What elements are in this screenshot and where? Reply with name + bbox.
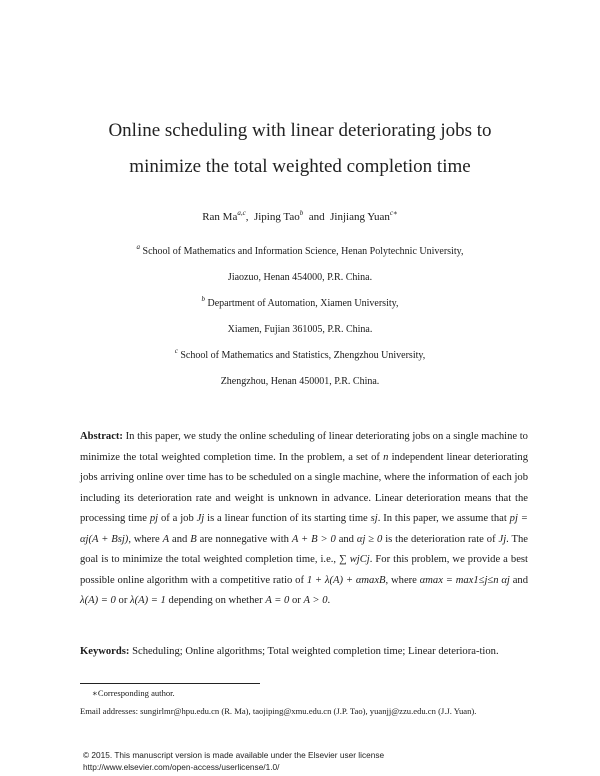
math-inline: Jj [498,533,507,545]
abstract-text: depending on whether [168,595,263,606]
math-inline: λ(A) = 1 [130,595,166,606]
email-addresses: Email addresses: sungirlmr@hpu.edu.cn (R. Ma), taojiping@xmu.edu.cn (J.P. Tao), yuanjj@zzu.edu.cn (J.J. Yuan). [80,706,477,716]
abstract-text: and [512,574,528,586]
abstract-text: are nonnegative with [199,533,289,545]
math-inline: B [190,533,197,545]
abstract-text: or [118,595,128,606]
author-affiliation-mark: c∗ [389,209,398,217]
author-conjunction: and [308,211,325,223]
math-inline: Jj [196,513,205,524]
author-name: Ran Ma [202,211,238,223]
math-inline: αmax = max1≤j≤n αj [419,574,510,586]
affiliation-text: School of Mathematics and Statistics, Zhengzhou University, [180,350,426,361]
affiliation-a-line-2: Jiaozuo, Henan 454000, P.R. China. [227,272,373,283]
abstract-text: is a linear function of its starting time [207,513,368,524]
abstract-text: . In this paper, we assume that [377,513,507,524]
math-inline: pj = αj(A + Bsj) [80,513,528,545]
abstract-text: of a job [160,513,194,524]
keywords-label: Keywords: [80,646,130,657]
abstract-label: Abstract: [80,431,123,442]
abstract-text: and [172,533,188,545]
math-inline: λ(A) = 0 [80,595,116,606]
author-list: Ran Ma$^{a,c}$, Jiping Tao$^b$ and Jinjiang Yuan$^{c∗}$ [202,209,398,223]
abstract-text: In this paper, we study the online scheduling of linear deteriorating jobs on a single machine to minimize the total weighted completion time. In the problem, a set of [80,431,528,463]
math-inline: αj ≥ 0 [356,533,383,545]
corresponding-author-note: ∗Corresponding author. [92,688,175,698]
abstract-text: independent linear deteriorating jobs arriving online over time has to be scheduled on a single machine, where the information of each job including its deterioration rate and weight is unknown in advance. Linear deterioration means that the processing time [80,451,529,524]
affiliation-c-line-1 [40,347,560,361]
license-url[interactable]: http://www.elsevier.com/open-access/userlicense/1.0/ [83,762,280,772]
abstract-text: , where [385,574,417,586]
math-inline: pj [149,513,159,524]
license-notice: © 2015. This manuscript version is made available under the Elsevier user license [83,750,385,760]
affiliation-a-line-1 [40,243,560,257]
affiliation-mark: a [136,243,141,251]
author-name: Jinjiang Yuan [330,211,390,223]
abstract-text: . [327,595,331,606]
affiliation-mark: b [201,295,205,303]
abstract [80,427,528,612]
math-inline: ∑ wjCj [339,554,370,565]
affiliation-b-line-2: Xiamen, Fujian 361005, P.R. China. [227,324,373,335]
abstract-text: , where [128,533,160,545]
affiliation-text: School of Mathematics and Information Science, Henan Polytechnic University, [142,246,464,257]
math-inline: A [162,533,170,545]
paper-title-line-1: Online scheduling with linear deteriorating jobs to [108,120,492,141]
abstract-text: or [292,595,301,606]
author-name: Jiping Tao [253,211,300,223]
abstract-text: is the deterioration rate of [385,533,496,545]
math-inline: 1 + λ(A) + αmaxB [306,574,386,586]
affiliation-c-line-2: Zhengzhou, Henan 450001, P.R. China. [220,376,380,387]
math-inline: A + B > 0 [291,533,336,545]
math-inline: sj [370,513,378,524]
abstract-text: . The goal is to minimize the total weighted completion time, i.e., [80,533,528,565]
author-affiliation-mark: b [299,209,304,217]
abstract-text: . For this problem, we provide a best possible online algorithm with a competitive ratio of [80,554,528,586]
paper-title-line-2: minimize the total weighted completion time [129,156,471,177]
math-inline: n [383,451,389,463]
math-inline: A > 0 [303,595,328,606]
abstract-text: and [338,533,354,545]
author-affiliation-mark: a,c [237,209,246,217]
footnote-divider [80,683,260,684]
keywords [80,642,528,663]
keywords-text: Scheduling; Online algorithms; Total weighted completion time; Linear deteriora-tion. [132,646,499,657]
affiliation-b-line-1 [40,295,560,309]
affiliation-mark: c [174,347,178,355]
affiliation-text: Department of Automation, Xiamen University, [207,298,399,309]
math-inline: A = 0 [265,595,290,606]
